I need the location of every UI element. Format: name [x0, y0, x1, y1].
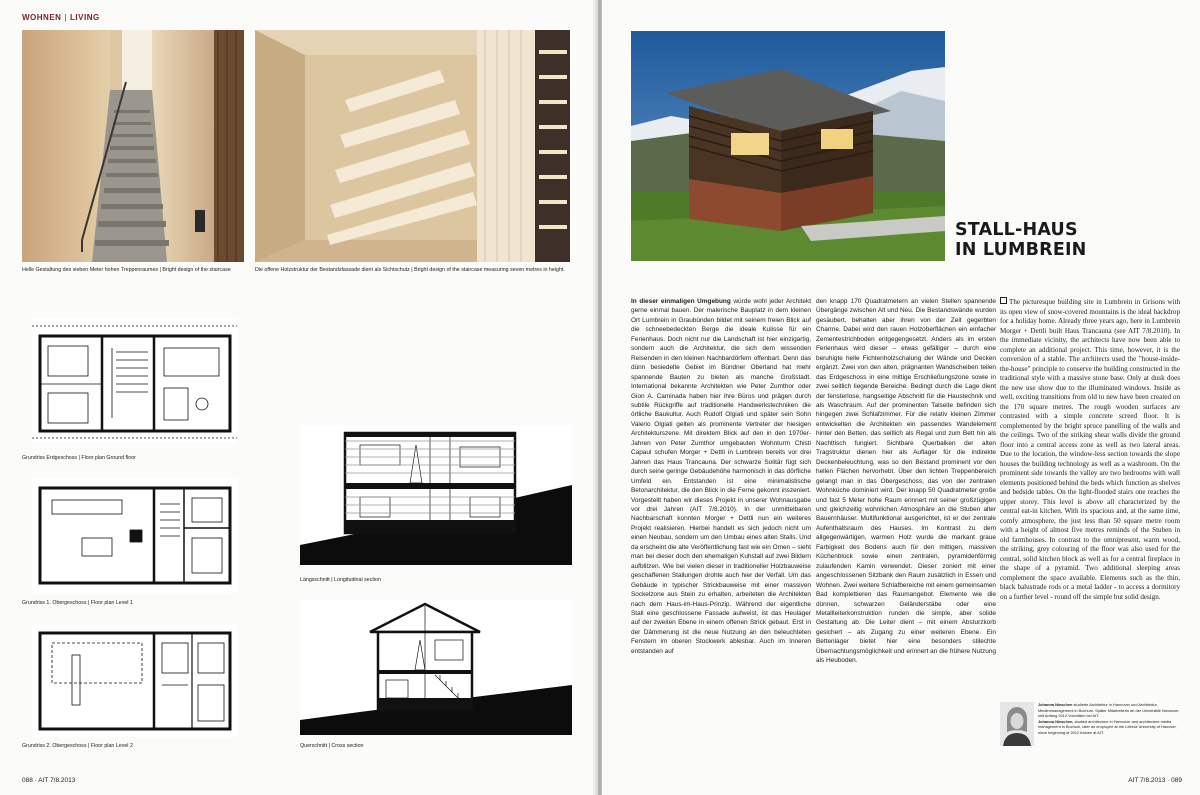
- facade-interior-photo: [255, 30, 570, 262]
- longitudinal-section: [300, 425, 572, 565]
- longitudinal-section-caption: Längsschnitt | Longitudinal section: [300, 577, 381, 583]
- english-column: [1000, 297, 1180, 697]
- left-folio: 088 · AIT 7/8.2013: [22, 777, 76, 784]
- german-col2-text: den knapp 170 Quadratmetern an vielen Stellen spannende Übergänge zwischen Alt und Neu. Die Bestandswände wurden gesäubert, behalten aber ihren von der Zeit gegerbten Charme. Dabei wird den rauen Holzoberflächen ein einfacher Zementestrichboden entgegengesetzt. Anders als im ersten Ferienhaus wird dieser – etwas gefälliger – durch eine beruhigte helle Fichtenholzschalung der Wände und Decken ergänzt. Zwei von den alten, prägnanten Wandscheiben teilen das Erdgeschoss in eine mittige Erschließungszone sowie in zwei seitlich liegende Bereiche. Bedingt durch die Lage dient der fensterlose, hangseitige Abschnitt für die Haustechnik und als Waschraum. Auf der prominenten Talseite befinden sich hingegen zwei Schlafzimmer. Für die relativ kleinen Zimmer entwickelten die Architekten ein passendes Wandelement hinter den Betten, das seitlich als Regal und zum Bett hin als Nachttisch fungiert. Sichtbare Querbalken der alten Tragstruktur dienen hier als Auflager für die indirekte Deckenbeleuchtung, was so den Bestand prominent vor den hellen Flächen hervorhebt. Über den lichten Treppenbereich gelangt man in das Obergeschoss, das von der zentralen Wohnküche dominiert wird. Der knapp 50 Quadratmeter große und fast 5 Meter hohe Raum erinnert mit seiner großzügigen und gleichzeitig wohnlichen Atmosphäre an die Stuben alter Bauernhäuser. Multifunktional ausgerichtet, ist er der zentrale Aufenthaltsraum des Hauses. Im Kontrast zu dem allgegenwärtigen, warmen Holz wurde die markant graue Farbigkeit des Bodens auch für den mittigen, massiven Küchenblock sowie einen zentralen, pyramidenförmig zulaufenden Kamin verwendet. Dieser zoniert mit einer angeschlossenen Sitzbank den Raum zusätzlich in Essen und Wohnen. Zwei weitere Schlafbereiche mit einem gemeinsamen Bad komplettieren das Raumangebot. Elemente wie die dünnen, schwarzen Geländerstäbe oder eine Metallleiterkonstruktion runden die simple, aber solide Gestaltung ab. Die Leiter dient – mit einem Absturzkorb gesichert – als Zugang zu einer weiteren Ebene. Ein Bettenlager bietet hier eine besonders stilechte Übernachtungsmöglichkeit und erinnert an die frühere Nutzung als Heuboden.: [816, 298, 996, 665]
- author-name-en: Johanna Nieschen,: [1038, 718, 1074, 724]
- author-name-de: Johanna Nieschen: [1038, 702, 1073, 707]
- floor-plan-ground: [32, 318, 237, 443]
- section-secondary: LIVING: [70, 13, 100, 22]
- english-text: The picturesque building site in Lumbrein in Grisons with its open view of snow-covered mountains is the ideal backdrop for a holiday home. Already three years ago, here in Lumbrein Morger + Dettli built Haus Trancauna (see AIT 7/8.2010). In the immediate vicinity, the architects have now been able to complete an additional project. This time, however, it is the conversion of a stable. The architects used the "house-inside-the-house" principle to conserve the building constructed in the traditional style with a massive stone base. Only at dusk does the new use show due to the illuminated windows. Inside as well, exciting transitions from old to new have been created on the 170 square metres. The rough wooden surfaces are contrasted with a simple concrete screed floor. It is complemented by the bright spruce panelling of the walls and the ceilings. Two of the striking shear walls divide the ground floor into a central access zone as well as two lateral areas. Due to the location, the window-less section towards the slope houses the building technology as well as a washroom. On the prominent side towards the valley are two bedrooms with wall elements positioned behind the beds which function as shelves and bedside tables. On the light-flooded stairs one reaches the upper storey. This level is above all characterized by the central eat-in kitchen. With its spacious and, at the same time, comfy atmosphere, the just less than 50 square metre room with a height of almost five metres reminds of the Stuben in old farmhouses. In contrast to the omnipresent, warm wood, the striking, grey colouring of the floor was also used for the central, solid kitchen block as well as for a central fireplace in the shape of a pyramid. Two additional sleeping areas complement the space available. Elements such as the thin, black balustrade rods or a metal ladder - to access a dormitory on a further level - round off the simple but solid design.: [1000, 298, 1180, 601]
- staircase-caption: Helle Gestaltung des sieben Meter hohen Treppenraumes | Bright design of the staircase: [22, 267, 231, 273]
- staircase-photo: [22, 30, 244, 262]
- facade-caption: Die offene Holzstruktur der Bestandsfassade dient als Sichtschutz | Bright design of the staircase measuring seven metres in height.: [255, 267, 565, 273]
- cross-section-caption: Querschnitt | Cross section: [300, 743, 364, 749]
- lead-phrase: In dieser einmaligen Umgebung: [631, 298, 731, 305]
- right-folio: AIT 7/8.2013 · 089: [1128, 777, 1182, 784]
- section-label: [22, 13, 100, 22]
- german-col1-text: würde wohl jeder Architekt gerne einmal bauen. Der malerische Bauplatz in dem kleinen Ort Lumbrein in Graubünden bildet mit seinem freien Blick auf die schneebedeckten Berge die ideale Kulisse für ein Ferienhaus. Doch nicht nur die Landschaft ist hier einzigartig, sondern auch die Architektur, die sich dem wissenden Reisenden in den kleinen Nachbardörfern offenbart. Denn das dünn besiedelte Gebiet im Bündner Oberland hat mehr spannende Bauten zu bieten als manche Großstadt. International bekannte Architekten wie Peter Zumthor oder Gion A. Caminada haben hier ihre Büros und prägen durch subtile Rückgriffe auf traditionelle Handwerkstechniken die örtliche Baukultur. Auch Rudolf Olgiati und später sein Sohn Valerio Olgiati gelten als prominente Vertreter der hiesigen Architekturszene. Mit direktem Blick auf den in den 1970er-Jahren von Peter Zumthor umgebauten Wohnturm Chisti Capaul schufen Morger + Dettli in Lumbrein bereits vor drei Jahren das Haus Trancauna. Der schwarze Solitär fügt sich durch seine geringe Gebäudehöhe harmonisch in das dörfliche Umfeld ein. Entstanden ist eine minimalistische Betonarchitektur, die den Blick in die Ferne gekonnt inszeniert. Vorgestellt haben wir dieses Projekt in unserer Wohnausgabe vor drei Jahren (AIT 7/8.2010). In der unmittelbaren Nachbarschaft konnten Morger + Dettli nun ein weiteres Projekt realisieren. Hierbei handelt es sich jedoch nicht um einen Neubau, sondern um den Umbau eines alten Stalls. Und da erscheint die alte Veröffentlichung fast wie ein Omen – sieht man bei dieser doch den ehemaligen Kuhstall auf zwei Bildern aufblitzen. Wie bei vielen dieser in traditioneller Holzbauweise geschaffenen Stallungen drohte auch hier der Verfall. Um das Gebäude in typischer Strickbauweise mit einer massiven Sockelzone aus Stein zu erhalten, arbeiteten die Architekten nach dem Haus-im-Haus-Prinzip. Während der eigentliche Stall eine geschlossene Fassade aufweist, ist das Heulager auf der zweiten Ebene in einem offenen Strick gebaut. Erst in der Dämmerung ist die neue Nutzung an den beleuchteten Fenstern im oberen Stockwerk ablesbar. Auch im Inneren entstanden auf: [631, 298, 812, 655]
- author-bio-de: studierte Architektur in Hannover und Architektur Medienmanagement in Bochum. Später Mitarbeiterin an der Universität Hannover, seit Anfang 2012 Volontärin bei AIT.: [1038, 702, 1180, 718]
- article-title: [955, 220, 1087, 260]
- author-bio: [1038, 702, 1184, 735]
- left-page: [0, 0, 598, 795]
- title-line-2: IN LUMBREIN: [955, 240, 1087, 260]
- author-bio-en: studied architecture in Hannover and architecture media management in Bochum, later an employee at the Leibniz University of Hanover, since beginning of 2012 trainee at AIT.: [1038, 718, 1177, 735]
- floor-plan-level2: [32, 625, 237, 737]
- title-line-1: STALL-HAUS: [955, 220, 1078, 240]
- author-photo: [1000, 702, 1034, 746]
- checkbox-square-icon: [1000, 297, 1007, 304]
- exterior-photo: [631, 31, 945, 261]
- plan-level2-caption: Grundriss 2. Obergeschoss | Floor plan Level 2: [22, 743, 133, 749]
- floor-plan-level1: [32, 478, 237, 593]
- plan-ground-caption: Grundriss Erdgeschoss | Floor plan Ground floor: [22, 455, 136, 461]
- german-column-2: [816, 297, 996, 757]
- right-page: [602, 0, 1200, 795]
- author-block: [1000, 702, 1182, 746]
- section-primary: WOHNEN: [22, 13, 62, 22]
- section-divider: |: [64, 13, 68, 22]
- german-column-1: [631, 297, 811, 757]
- cross-section: [300, 600, 572, 735]
- plan-level1-caption: Grundriss 1. Obergeschoss | Floor plan Level 1: [22, 600, 133, 606]
